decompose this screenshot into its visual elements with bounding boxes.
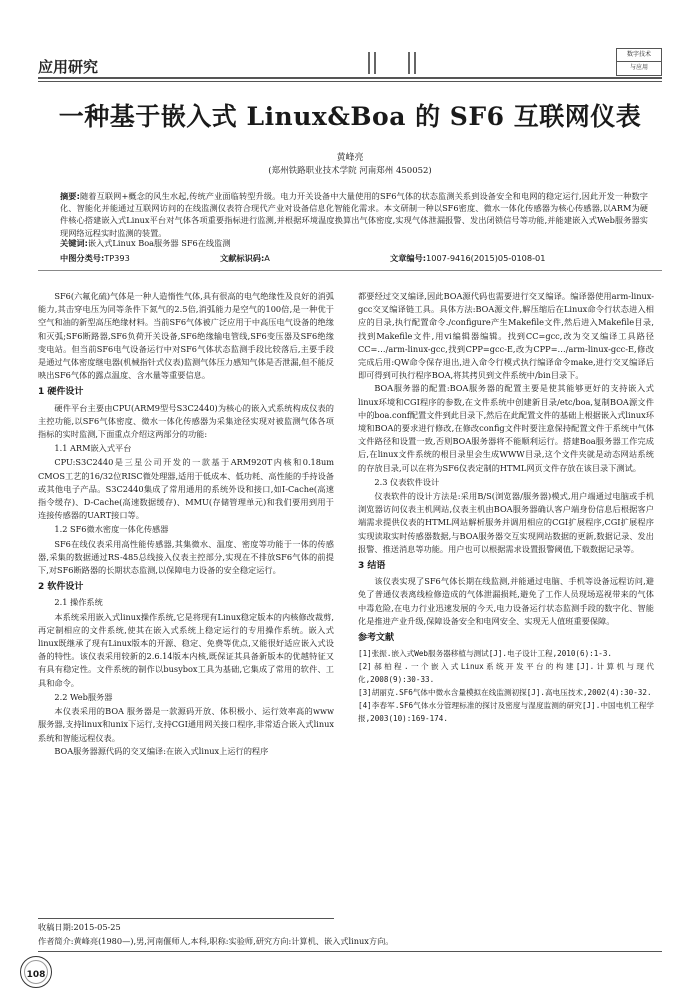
header-rule: [38, 77, 662, 79]
author: 黄峰亮: [336, 153, 364, 163]
conclusion-paragraph: 该仪表实现了SF6气体长期在线监测,并能通过电脑、手机等设备远程访问,避免了普通仪表离线检修造成的气体泄漏损耗,避免了工作人员现场巡视带来的气体中毒危险,在电力行业迅速发展的今天,电力设备运行状态监测手段的数字化、智能化是推进产业升级,保障设备安全和电网安全、实现无人值班重要保障。: [358, 576, 654, 626]
journal-logo-line1: 数字技术: [617, 49, 661, 62]
article-title: 一种基于嵌入式 Linux&Boa 的 SF6 互联网仪表: [58, 102, 642, 131]
author-bio: 作者简介:黄峰亮(1980—),男,河南偃师人,本科,职称:实验师,研究方向:计算机、嵌入式linux方向。: [38, 936, 394, 946]
instrument-software-paragraph: 仪表软件的设计方法是:采用B/S(浏览器/服务器)模式,用户端通过电脑或手机浏览器访问仪表主机网站,仪表主机由BOA服务器确认客户端身份信息后根据客户端需求提供仪表的HTML网站解析服务并调用相应的CGI扩展程序,CGI扩展程序实现读取实时传感器数据,与BOA服务器交互实现网站数据的更新,数据记录、发出报警、推送消息等功能。用户也可以根据需求设置报警阈值,下载数据记录等。: [358, 491, 654, 554]
keywords: [60, 238, 648, 249]
doc-code-value: A: [264, 253, 270, 263]
abstract-text: 随着互联网+概念的风生水起,传统产业面临转型升级。电力开关设备中大量使用的SF6气体的状态监测关系到设备安全和电网的稳定运行,因此开发一种数字化、智能化并能通过互联网访问的在线监测仪表符合现代产业对设备信息化智能化需求。本文研制一种以SF6密度、微水一体化传感器为核心传感器,以ARM为硬件核心搭建嵌入式Linux平台对气体各项重要指标进行监测,并根据环境温度换算出气体密度,实现气体泄漏报警、发出闭锁信号等功能,并能建嵌入式Web服务器实现网络远程实时监测的装置。: [60, 191, 648, 238]
reference-item: [2]郝柏程.一个嵌入式Linux系统开发平台的构建[J].计算机与现代化,2008(9):30-33.: [358, 662, 654, 685]
os-paragraph: 本系统采用嵌入式linux操作系统,它是将现有Linux稳定版本的内核修改裁剪,再定制相应的文件系统,使其在嵌入式系统上稳定运行的专用操作系统。嵌入式linux既继承了现有Linux版本的开源、稳定、免费等优点,又能很好适应嵌入式设备的特性。该仪表采用较新的2.6.14版本内核,既保证其具备新版本的优越特征又有具有稳定性。文件系统的制作以busybox工具为基础,它集成了常用的软件、工具和命令。: [38, 611, 334, 688]
clc-value: TP393: [104, 253, 130, 263]
footnote-rule: [38, 918, 334, 919]
sensor-paragraph: SF6在线仪表采用高性能传感器,其集微水、温度、密度等功能于一体的传感器,采集的数据通过RS-485总线接入仪表主控部分,实现在不排放SF6气体的前提下,对SF6断路器的长期状态监测,以保障电力设备的安全稳定运行。: [38, 538, 334, 576]
header-decoration: [368, 52, 418, 74]
classification-line: [60, 253, 648, 267]
abstract-rule: [38, 270, 662, 271]
subsection-heading-sensor: 1.2 SF6微水密度一体化传感器: [54, 524, 169, 535]
boa-config-paragraph: BOA服务器的配置:BOA服务器的配置主要是使其能够更好的支持嵌入式linux环境和CGI程序的参数,在文件系统中创建新目录/etc/boa,复制BOA源文件中的boa.conf配置文件到此目录下,然后在此配置文件的基础上根据嵌入式linux环境和BOA的要求进行修改,在修改config文件时要注意保持配置文件于系统中气体文件路径和设置一致,否则BOA服务器将不能顺利运行。搭建Boa服务器工作完成后,在linux文件系统的根目录里会生成WWW目录,这个文件夹就是动态网站系统的存放目录,可以在将为SF6仪表定制的HTML网页文件存放在该目录下测试。: [358, 383, 654, 473]
web-paragraph-2: BOA服务器源代码的交叉编译:在嵌入式linux上运行的程序: [54, 745, 269, 756]
compile-paragraph: 都要经过交叉编译,因此BOA源代码也需要进行交叉编译。编译器使用arm-linux-gcc交叉编译链工具。具体方法:BOA源文件,解压缩后在Linux命令行状态进入相应的目录,执行配置命令./configure产生Makefile文件,然后进入Makefile目录,找到Makefile文件,用vi编辑器编辑。找到CC=gcc,改为交叉编译工具路径CC=…/arm-linux-gcc,找到CPP=gcc-E,改为CPP=…/arm-linux-gcc-E,修改完成后用:QW命令保存退出,进入命令行模式执行编译命令make,进行交叉编译后即可得到可执行程序BOA,将其拷贝到文件系统中/bin目录下。: [358, 291, 654, 381]
affiliation: (郑州铁路职业技术学院 河南郑州 450052): [268, 166, 432, 176]
section-name: 应用研究: [38, 58, 99, 76]
received-date: 收稿日期:2015-05-25: [38, 922, 121, 932]
body-right-column: [358, 290, 654, 725]
doc-code-label: 文献标识码:: [220, 253, 265, 263]
page-header: [38, 50, 662, 80]
clc-label: 中图分类号:: [60, 253, 105, 263]
header-rule-thin: [38, 81, 662, 82]
page-number: 108: [26, 970, 46, 980]
reference-item: [3]胡丽克.SF6气体中微水含量模拟在线监测初探[J].高电压技术,2002(4):30-32.: [358, 688, 652, 698]
references-heading: 参考文献: [358, 633, 395, 644]
abstract-label: 摘要:: [60, 191, 80, 201]
intro-paragraph: SF6(六氟化硫)气体是一种人造惰性气体,具有很高的电气绝缘性及良好的消弧能力,其击穿电压为同等条件下氮气的2.5倍,消弧能力是空气的100倍,是一种优于空气和油的新型高压绝缘材料。当前SF6气体被广泛应用于中高压电气设备的绝缘和灭弧;SF6断路器,SF6负荷开关设备,SF6绝缘输电管线,SF6变压器及SF6绝缘变电站。但当前SF6电气设备运行中对SF6气体状态监测手段比较落后,主要手段是通过气体密度继电器(机械指针式仪表)监测气体压力感知气体是否泄漏,但不能反映出SF6气体的露点温度、含水量等重要信息。: [38, 291, 334, 381]
abstract: [60, 190, 648, 239]
section-heading-conclusion: 3 结语: [358, 561, 386, 572]
arm-paragraph: CPU:S3C2440是三星公司开发的一款基于ARM920T内核和0.18um CMOS工艺的16/32位RISC微处理器,适用于低成本、低功耗、高性能的手持设备或其他电子产品。S3C2440集成了常用通用的系统外设和接口,如I-Cache(高速指令缓存)、D-Cache(高速数据缓存)、MMU(存储管理单元)和我们要用到用于连接传感器的UART接口等。: [38, 457, 334, 521]
hardware-paragraph: 硬件平台主要由CPU(ARM9型号S3C2440)为核心的嵌入式系统构成仪表的主控功能,以SF6气体密度、微水一体化传感器为采集途径实现对被监测气体各项指标的实时监测,下面重点介绍这两部分的功能:: [38, 402, 334, 440]
web-paragraph: 本仪表采用的BOA 服务器是一款源码开放、体积极小、运行效率高的www服务器,支持linux和unix下运行,支持CGI通用网关接口程序,非常适合嵌入式linux系统和智能远程仪表。: [38, 706, 334, 743]
journal-logo-line2: 与应用: [629, 64, 648, 71]
article-number-value: 1007-9416(2015)05-0108-01: [426, 253, 546, 263]
journal-logo: [616, 48, 662, 76]
keywords-label: 关键词:: [60, 238, 88, 248]
section-heading-hardware: 1 硬件设计: [38, 387, 84, 398]
subsection-heading-arm: 1.1 ARM嵌入式平台: [54, 443, 132, 454]
page-badge-ring: [24, 960, 48, 984]
article-number-label: 文章编号:: [390, 253, 427, 263]
page-number-badge: [20, 956, 52, 988]
body-left-column: [38, 290, 334, 758]
bottom-rule: [38, 951, 662, 952]
section-heading-software: 2 软件设计: [38, 582, 84, 593]
subsection-heading-instrument-software: 2.3 仪表软件设计: [374, 476, 440, 487]
keywords-text: 嵌入式Linux Boa服务器 SF6在线监测: [87, 238, 231, 248]
reference-item: [1]张振.嵌入式Web服务器移植与测试[J].电子设计工程,2010(6):1-3.: [358, 649, 613, 659]
subsection-heading-web: 2.2 Web服务器: [54, 691, 113, 702]
subsection-heading-os: 2.1 操作系统: [54, 597, 103, 608]
reference-item: [4]李春军.SF6气体水分管理标准的探讨及密度与湿度监测的研究[J].中国电机工程学报,2003(10):169-174.: [358, 701, 654, 724]
